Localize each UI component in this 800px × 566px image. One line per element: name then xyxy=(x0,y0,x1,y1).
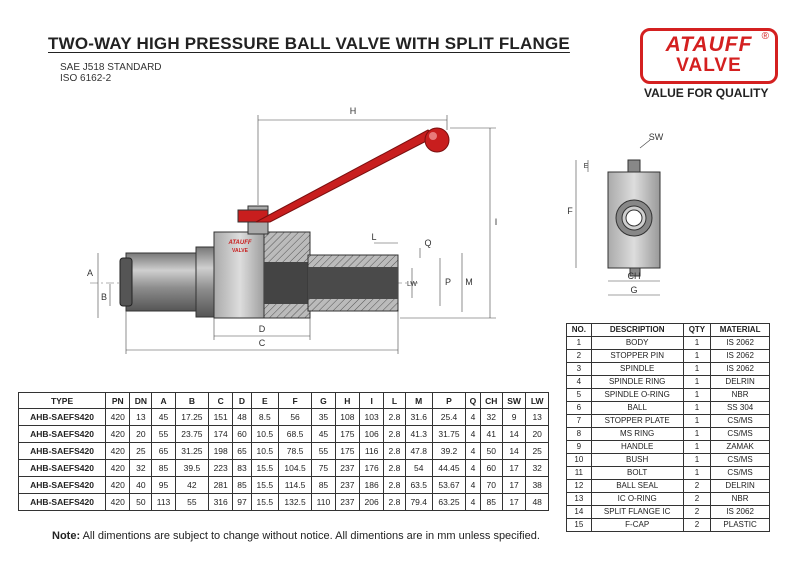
dim-table-cell: 78.5 xyxy=(278,443,311,460)
dim-table-cell: 15.5 xyxy=(251,494,278,511)
part-table-cell: CS/MS xyxy=(711,415,770,428)
dim-header-cell: TYPE xyxy=(19,393,106,409)
dim-table-cell: 32 xyxy=(130,460,152,477)
part-table-cell: 9 xyxy=(567,441,592,454)
dim-table-cell: 175 xyxy=(335,443,359,460)
part-table-cell: 1 xyxy=(683,350,711,363)
dim-label-q: Q xyxy=(424,238,432,248)
dim-table-cell: 2.8 xyxy=(384,477,405,494)
part-table-cell: 1 xyxy=(683,389,711,402)
body-logo-valve: VALVE xyxy=(232,248,248,254)
part-table-row xyxy=(567,441,770,454)
footnote xyxy=(52,530,540,542)
dim-table-cell: 85 xyxy=(480,494,502,511)
dim-table-cell: 39.5 xyxy=(175,460,208,477)
part-table-row xyxy=(567,350,770,363)
dim-table-cell: 151 xyxy=(209,409,233,426)
left-pipe xyxy=(126,253,204,311)
part-table-cell: SPINDLE O-RING xyxy=(591,389,683,402)
dim-table-cell: 95 xyxy=(152,477,176,494)
body-logo-ataiff: ATAUFF xyxy=(228,240,252,246)
dim-table-cell: 223 xyxy=(209,460,233,477)
dim-header-cell: CH xyxy=(480,393,502,409)
part-table-cell: BUSH xyxy=(591,454,683,467)
dim-table-cell: 237 xyxy=(335,460,359,477)
dim-label-i: I xyxy=(494,217,498,227)
part-table-row xyxy=(567,519,770,532)
dim-label-c: C xyxy=(258,338,266,348)
dim-table-cell: 75 xyxy=(312,460,336,477)
part-table-cell: DELRIN xyxy=(711,376,770,389)
dim-label-f: F xyxy=(567,206,573,216)
dim-table-cell: 420 xyxy=(106,494,130,511)
dim-header-cell: LW xyxy=(526,393,549,409)
dim-table-cell: 48 xyxy=(233,409,251,426)
part-table-cell: SS 304 xyxy=(711,402,770,415)
part-table-row xyxy=(567,428,770,441)
part-table-cell: 1 xyxy=(683,402,711,415)
dim-table-cell: 35 xyxy=(312,409,336,426)
dim-table-cell: 53.67 xyxy=(432,477,465,494)
dim-header-cell: A xyxy=(152,393,176,409)
dim-table-cell: 132.5 xyxy=(278,494,311,511)
part-table-cell: 4 xyxy=(567,376,592,389)
dim-table-cell: 32 xyxy=(480,409,502,426)
dim-table-cell: 97 xyxy=(233,494,251,511)
dim-label-d: D xyxy=(258,324,266,334)
part-table-cell: BALL xyxy=(591,402,683,415)
dim-table-cell: 281 xyxy=(209,477,233,494)
dim-table-cell: 116 xyxy=(359,443,383,460)
dim-table-cell: 55 xyxy=(152,426,176,443)
dim-table-cell: 56 xyxy=(278,409,311,426)
part-table-cell: CS/MS xyxy=(711,454,770,467)
dim-table-cell: 20 xyxy=(526,426,549,443)
dim-label-g: G xyxy=(630,285,638,295)
dim-label-lw: LW xyxy=(407,281,417,288)
dim-table-row xyxy=(19,426,549,443)
part-table-cell: IC O-RING xyxy=(591,493,683,506)
dim-table-cell: 45 xyxy=(312,426,336,443)
dim-table-cell: 39.2 xyxy=(432,443,465,460)
part-table-cell: 14 xyxy=(567,506,592,519)
part-table-cell: IS 2062 xyxy=(711,337,770,350)
dim-table-cell: 41 xyxy=(480,426,502,443)
dim-table-cell: 31.75 xyxy=(432,426,465,443)
part-table-cell: 2 xyxy=(567,350,592,363)
standard-iso: ISO 6162-2 xyxy=(60,73,112,84)
dim-table-cell: 65 xyxy=(233,443,251,460)
dim-table-cell: 420 xyxy=(106,477,130,494)
dim-table-cell: 4 xyxy=(466,494,481,511)
part-table-cell: F-CAP xyxy=(591,519,683,532)
dim-header-cell: SW xyxy=(502,393,526,409)
dim-table-cell: 14 xyxy=(502,443,526,460)
part-table-cell: BALL SEAL xyxy=(591,480,683,493)
dim-table-cell: AHB-SAEFS420 xyxy=(19,443,106,460)
dim-header-cell: C xyxy=(209,393,233,409)
dim-table-cell: 54 xyxy=(405,460,432,477)
registered-mark: ® xyxy=(761,31,769,42)
dim-table-cell: 38 xyxy=(526,477,549,494)
part-header-cell: MATERIAL xyxy=(711,324,770,337)
part-table-cell: 3 xyxy=(567,363,592,376)
dim-table-cell: AHB-SAEFS420 xyxy=(19,426,106,443)
part-table-cell: 2 xyxy=(683,493,711,506)
right-bore xyxy=(308,267,398,299)
dim-table-cell: 40 xyxy=(130,477,152,494)
part-table-row xyxy=(567,337,770,350)
part-table-row xyxy=(567,389,770,402)
dim-table-cell: 14 xyxy=(502,426,526,443)
handle xyxy=(256,130,436,222)
dim-label-p: P xyxy=(444,277,452,287)
dim-table-cell: 114.5 xyxy=(278,477,311,494)
dim-header-cell: G xyxy=(312,393,336,409)
page-title: TWO-WAY HIGH PRESSURE BALL VALVE WITH SPLIT FLANGE xyxy=(48,34,570,53)
dim-table-cell: 31.6 xyxy=(405,409,432,426)
dim-label-sw: SW xyxy=(648,132,664,142)
part-table-cell: 6 xyxy=(567,402,592,415)
dim-table-cell: 63.5 xyxy=(405,477,432,494)
dim-table-cell: 174 xyxy=(209,426,233,443)
dim-table-cell: 9 xyxy=(502,409,526,426)
part-table-cell: 15 xyxy=(567,519,592,532)
part-table-cell: DELRIN xyxy=(711,480,770,493)
dim-table-cell: 42 xyxy=(175,477,208,494)
dim-header-cell: DN xyxy=(130,393,152,409)
part-table-cell: 1 xyxy=(683,441,711,454)
dim-table-cell: 4 xyxy=(466,443,481,460)
part-table-cell: 1 xyxy=(683,337,711,350)
part-table-cell: 1 xyxy=(683,467,711,480)
parts-table xyxy=(566,323,770,532)
dim-table-cell: 17 xyxy=(502,494,526,511)
part-table-row xyxy=(567,506,770,519)
dim-header-cell: F xyxy=(278,393,311,409)
dim-header-cell: M xyxy=(405,393,432,409)
left-flange xyxy=(120,258,132,306)
dim-table-cell: 104.5 xyxy=(278,460,311,477)
dim-table-cell: 50 xyxy=(480,443,502,460)
part-table-cell: 1 xyxy=(567,337,592,350)
part-table-row xyxy=(567,402,770,415)
dim-table-row xyxy=(19,409,549,426)
logo-text-valve: VALVE xyxy=(676,55,742,76)
dim-table-cell: 41.3 xyxy=(405,426,432,443)
dim-table-cell: 65 xyxy=(152,443,176,460)
dim-table-cell: 25 xyxy=(130,443,152,460)
part-table-cell: PLASTIC xyxy=(711,519,770,532)
dim-table-cell: 85 xyxy=(152,460,176,477)
part-table-cell: ZAMAK xyxy=(711,441,770,454)
part-table-cell: 1 xyxy=(683,376,711,389)
dim-table-cell: 68.5 xyxy=(278,426,311,443)
dim-table-cell: 23.75 xyxy=(175,426,208,443)
dim-label-l: L xyxy=(371,232,377,242)
part-table-cell: 1 xyxy=(683,428,711,441)
dimensions-table xyxy=(18,392,549,511)
part-table-cell: 10 xyxy=(567,454,592,467)
dim-table-cell: 20 xyxy=(130,426,152,443)
note-label: Note: xyxy=(52,530,81,542)
dim-table-cell: AHB-SAEFS420 xyxy=(19,409,106,426)
part-table-cell: BODY xyxy=(591,337,683,350)
part-table-cell: HANDLE xyxy=(591,441,683,454)
dim-table-cell: 106 xyxy=(359,426,383,443)
part-table-cell: 2 xyxy=(683,506,711,519)
part-table-cell: CS/MS xyxy=(711,467,770,480)
dim-label-m: M xyxy=(465,277,473,287)
dim-table-cell: 420 xyxy=(106,443,130,460)
dim-table-cell: 45 xyxy=(152,409,176,426)
part-table-row xyxy=(567,467,770,480)
dim-table-cell: 10.5 xyxy=(251,426,278,443)
dim-table-cell: 110 xyxy=(312,494,336,511)
dim-table-cell: 175 xyxy=(335,426,359,443)
dim-table-cell: 79.4 xyxy=(405,494,432,511)
standard-sae: SAE J518 STANDARD xyxy=(60,62,162,73)
dim-table-cell: 4 xyxy=(466,426,481,443)
dim-table-cell: 420 xyxy=(106,426,130,443)
parts-header-row xyxy=(567,324,770,337)
logo-text-ataiff: ATAUFF xyxy=(665,33,753,56)
handle-knob xyxy=(425,128,449,152)
part-table-cell: 2 xyxy=(683,519,711,532)
side-view xyxy=(608,160,660,276)
dim-table-cell: 15.5 xyxy=(251,460,278,477)
dim-table-cell: 4 xyxy=(466,477,481,494)
dim-header-cell: I xyxy=(359,393,383,409)
part-table-row xyxy=(567,376,770,389)
dim-table-cell: 2.8 xyxy=(384,460,405,477)
section-bore xyxy=(264,262,310,304)
dim-table-cell: 10.5 xyxy=(251,443,278,460)
part-table-cell: IS 2062 xyxy=(711,506,770,519)
dim-table-cell: 2.8 xyxy=(384,426,405,443)
part-table-row xyxy=(567,480,770,493)
dim-header-cell: P xyxy=(432,393,465,409)
part-table-cell: NBR xyxy=(711,389,770,402)
dim-table-row xyxy=(19,443,549,460)
dim-table-cell: 83 xyxy=(233,460,251,477)
part-table-cell: NBR xyxy=(711,493,770,506)
dim-table-cell: 237 xyxy=(335,477,359,494)
dim-table-cell: 2.8 xyxy=(384,494,405,511)
part-header-cell: QTY xyxy=(683,324,711,337)
dim-table-cell: 47.8 xyxy=(405,443,432,460)
part-table-cell: STOPPER PLATE xyxy=(591,415,683,428)
part-table-cell: 11 xyxy=(567,467,592,480)
part-table-cell: 1 xyxy=(683,415,711,428)
dim-table-cell: 60 xyxy=(480,460,502,477)
dimensions-header-row xyxy=(19,393,549,409)
dim-table-cell: 108 xyxy=(335,409,359,426)
dimensions-body xyxy=(19,409,549,511)
dim-table-cell: 44.45 xyxy=(432,460,465,477)
dim-header-cell: Q xyxy=(466,393,481,409)
dim-table-cell: 2.8 xyxy=(384,409,405,426)
dim-table-cell: AHB-SAEFS420 xyxy=(19,494,106,511)
dim-table-cell: 103 xyxy=(359,409,383,426)
dim-header-cell: PN xyxy=(106,393,130,409)
part-table-cell: 7 xyxy=(567,415,592,428)
dim-label-e: E xyxy=(583,163,589,170)
dim-label-h: H xyxy=(349,106,357,116)
dim-table-cell: 198 xyxy=(209,443,233,460)
dim-table-cell: 50 xyxy=(130,494,152,511)
dim-table-cell: 13 xyxy=(130,409,152,426)
dim-table-cell: 113 xyxy=(152,494,176,511)
part-table-cell: IS 2062 xyxy=(711,350,770,363)
dim-header-cell: D xyxy=(233,393,251,409)
dim-table-cell: 25 xyxy=(526,443,549,460)
dim-table-cell: 316 xyxy=(209,494,233,511)
dim-table-cell: 55 xyxy=(175,494,208,511)
dim-table-cell: 85 xyxy=(312,477,336,494)
dim-table-cell: 60 xyxy=(233,426,251,443)
part-table-cell: SPLIT FLANGE IC xyxy=(591,506,683,519)
part-header-cell: NO. xyxy=(567,324,592,337)
dim-table-cell: 17.25 xyxy=(175,409,208,426)
dim-table-cell: 4 xyxy=(466,409,481,426)
note-text: All dimentions are subject to change without notice. All dimentions are in mm unless specified. xyxy=(82,530,540,542)
dim-label-ch: CH xyxy=(627,271,641,281)
dim-header-cell: E xyxy=(251,393,278,409)
part-table-cell: 8 xyxy=(567,428,592,441)
part-table-cell: 1 xyxy=(683,454,711,467)
part-table-cell: CS/MS xyxy=(711,428,770,441)
dim-table-cell: 4 xyxy=(466,460,481,477)
dim-label-b: B xyxy=(100,292,108,302)
dim-table-cell: 206 xyxy=(359,494,383,511)
part-table-cell: IS 2062 xyxy=(711,363,770,376)
dim-label-a: A xyxy=(86,268,94,278)
part-table-cell: SPINDLE xyxy=(591,363,683,376)
dim-table-cell: 13 xyxy=(526,409,549,426)
part-table-row xyxy=(567,415,770,428)
dim-table-cell: 2.8 xyxy=(384,443,405,460)
part-header-cell: DESCRIPTION xyxy=(591,324,683,337)
dim-header-cell: B xyxy=(175,393,208,409)
dim-table-cell: 32 xyxy=(526,460,549,477)
dim-table-row xyxy=(19,460,549,477)
part-table-row xyxy=(567,363,770,376)
part-table-cell: 2 xyxy=(683,480,711,493)
tagline: VALUE FOR QUALITY xyxy=(644,86,769,100)
part-table-row xyxy=(567,493,770,506)
part-table-cell: SPINDLE RING xyxy=(591,376,683,389)
part-table-cell: BOLT xyxy=(591,467,683,480)
dim-table-cell: 31.25 xyxy=(175,443,208,460)
dim-table-cell: 17 xyxy=(502,477,526,494)
dim-table-cell: 55 xyxy=(312,443,336,460)
part-table-cell: 5 xyxy=(567,389,592,402)
part-table-row xyxy=(567,454,770,467)
dim-table-cell: AHB-SAEFS420 xyxy=(19,460,106,477)
part-table-cell: MS RING xyxy=(591,428,683,441)
dim-table-cell: 70 xyxy=(480,477,502,494)
part-table-cell: 12 xyxy=(567,480,592,493)
dim-table-cell: 17 xyxy=(502,460,526,477)
dim-table-cell: 15.5 xyxy=(251,477,278,494)
dim-table-cell: 8.5 xyxy=(251,409,278,426)
dim-table-cell: AHB-SAEFS420 xyxy=(19,477,106,494)
dim-table-row xyxy=(19,477,549,494)
dim-header-cell: L xyxy=(384,393,405,409)
dim-table-cell: 420 xyxy=(106,460,130,477)
dim-table-row xyxy=(19,494,549,511)
dim-table-cell: 85 xyxy=(233,477,251,494)
dim-table-cell: 420 xyxy=(106,409,130,426)
part-table-cell: STOPPER PIN xyxy=(591,350,683,363)
parts-body xyxy=(567,337,770,532)
part-table-cell: 1 xyxy=(683,363,711,376)
dim-header-cell: H xyxy=(335,393,359,409)
dim-table-cell: 48 xyxy=(526,494,549,511)
part-table-cell: 13 xyxy=(567,493,592,506)
dim-table-cell: 25.4 xyxy=(432,409,465,426)
left-nut xyxy=(196,247,216,317)
dim-table-cell: 63.25 xyxy=(432,494,465,511)
dim-table-cell: 237 xyxy=(335,494,359,511)
dim-table-cell: 176 xyxy=(359,460,383,477)
dim-table-cell: 186 xyxy=(359,477,383,494)
